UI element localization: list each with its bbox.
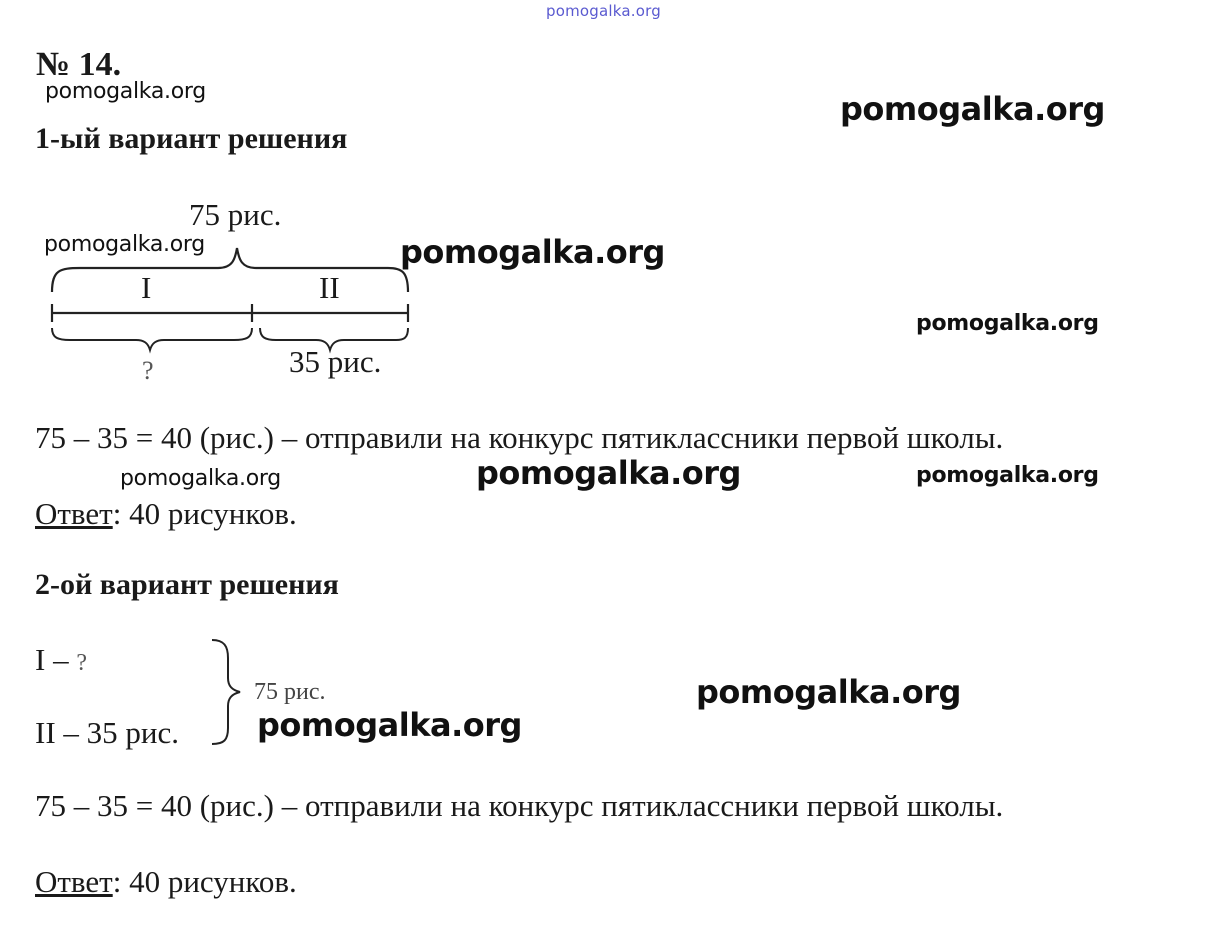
variant1-heading: 1-ый вариант решения xyxy=(35,122,348,155)
record-brace xyxy=(206,636,256,748)
record-line-1 xyxy=(35,642,87,678)
record-line-1-value: ? xyxy=(76,650,87,676)
watermark: pomogalka.org xyxy=(840,90,1105,128)
record-line-1-label: I – xyxy=(35,642,69,677)
watermark: pomogalka.org xyxy=(120,466,281,491)
record-line-2: II – 35 рис. xyxy=(35,715,179,750)
watermark: pomogalka.org xyxy=(45,79,206,104)
site-header-watermark: pomogalka.org xyxy=(546,2,661,20)
answer-label: Ответ xyxy=(35,496,113,531)
diagram-total-label: 75 рис. xyxy=(189,197,282,232)
watermark: pomogalka.org xyxy=(916,463,1099,488)
bottom-left-brace xyxy=(52,328,252,350)
variant1-equation: 75 – 35 = 40 (рис.) – отправили на конкурс пятиклассники первой школы. xyxy=(35,420,1004,455)
watermark: pomogalka.org xyxy=(400,233,665,271)
unknown-part-label: ? xyxy=(142,356,154,385)
answer-label: Ответ xyxy=(35,864,113,899)
variant2-equation: 75 – 35 = 40 (рис.) – отправили на конкурс пятиклассники первой школы. xyxy=(35,788,1004,823)
known-part-label: 35 рис. xyxy=(289,344,382,379)
variant2-heading: 2-ой вариант решения xyxy=(35,568,339,601)
segment-label-2: II xyxy=(319,270,340,305)
right-brace xyxy=(212,640,240,744)
watermark: pomogalka.org xyxy=(44,232,205,257)
variant1-answer xyxy=(35,496,297,532)
answer-value: : 40 рисунков. xyxy=(112,864,297,899)
watermark: pomogalka.org xyxy=(916,311,1099,336)
record-total-label: 75 рис. xyxy=(254,679,326,705)
variant2-answer xyxy=(35,864,297,900)
watermark: pomogalka.org xyxy=(696,673,961,711)
watermark: pomogalka.org xyxy=(476,454,741,492)
problem-number: № 14. xyxy=(36,46,122,83)
answer-value: : 40 рисунков. xyxy=(112,496,297,531)
diagram-lines xyxy=(40,240,420,360)
top-brace xyxy=(52,248,408,292)
segment-label-1: I xyxy=(141,270,152,305)
watermark: pomogalka.org xyxy=(257,706,522,744)
